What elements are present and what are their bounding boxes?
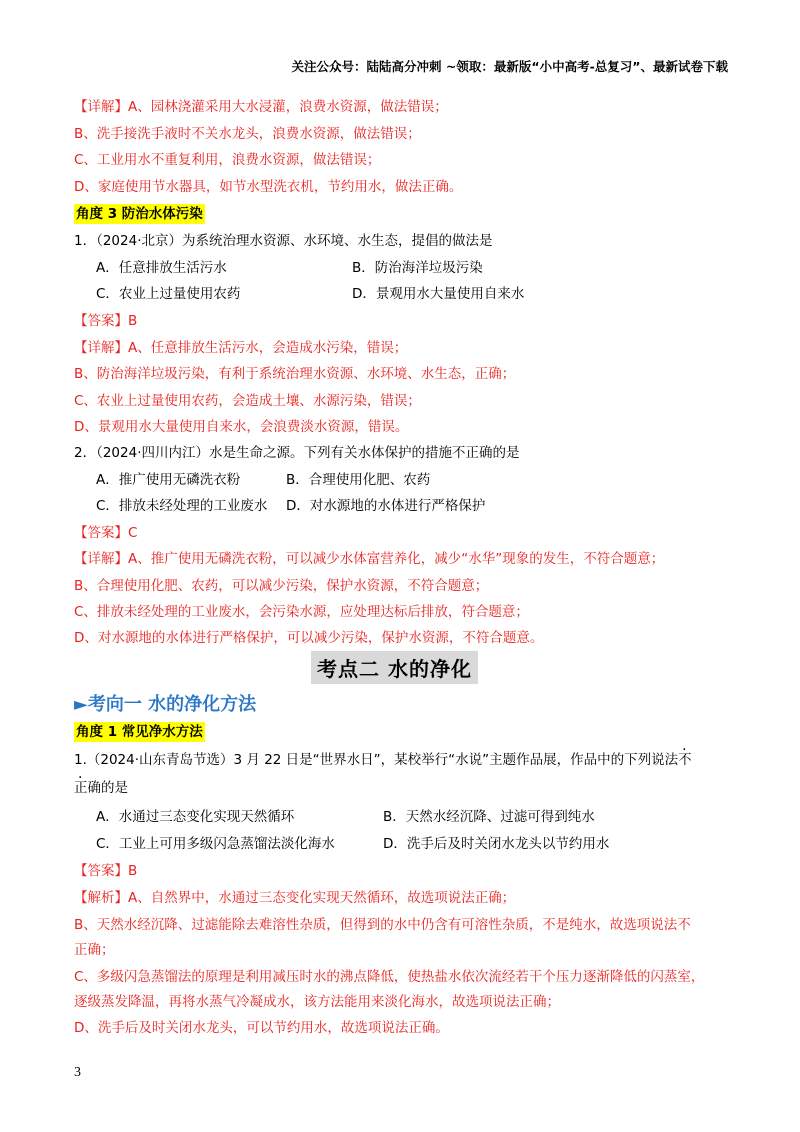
explanation-line: C、多级闪急蒸馏法的原理是利用减压时水的沸点降低，使热盐水依次流经若干个压力逐渐降低的闪蒸室， xyxy=(74,969,705,985)
option-a: A．水通过三态变化实现天然循环 xyxy=(96,809,295,825)
explanation-line: C、工业用水不重复利用，浪费水资源，做法错误； xyxy=(74,152,381,168)
explanation-line: B、天然水经沉降、过滤能除去难溶性杂质，但得到的水中仍含有可溶性杂质，不是纯水，故选项说法不 xyxy=(74,917,691,933)
explanation-line: D、洗手后及时关闭水龙头，可以节约用水，故选项说法正确。 xyxy=(74,1020,449,1036)
explanation-line: D、景观用水大量使用自来水，会浪费淡水资源，错误。 xyxy=(74,419,409,435)
explanation-line xyxy=(74,888,515,908)
explanation-tag: 【解析】 xyxy=(74,890,128,906)
option-d: D．景观用水大量使用自来水 xyxy=(352,286,525,302)
emphasis-text: 不 xyxy=(678,752,692,768)
question-stem-text: 1.（2024·山东青岛节选）3 月 22 日是“世界水日”，某校举行“水说”主题作品展，作品中的下列说法 xyxy=(74,752,679,768)
option-c: C．排放未经处理的工业废水 xyxy=(96,498,268,514)
option-b: B．防治海洋垃圾污染 xyxy=(352,260,483,276)
option-c: C．工业上可用多级闪急蒸馏法淡化海水 xyxy=(96,836,335,852)
explanation-text: A、园林浇灌采用大水浸灌，浪费水资源，做法错误； xyxy=(128,99,448,115)
explanation-tag: 【详解】 xyxy=(74,340,128,356)
option-c: C．农业上过量使用农药 xyxy=(96,286,241,302)
explanation-line xyxy=(74,338,407,358)
explanation-text: A、推广使用无磷洗衣粉，可以减少水体富营养化，减少“水华”现象的发生，不符合题意； xyxy=(128,551,665,567)
page-number: 3 xyxy=(74,1065,81,1080)
option-a: A．推广使用无磷洗衣粉 xyxy=(96,472,241,488)
page-header: 关注公众号：陆陆高分冲刺 ~领取：最新版“小中高考-总复习”、最新试卷下载 xyxy=(291,59,728,74)
question-stem: 1．（2024·北京）为系统治理水资源、水环境、水生态，提倡的做法是 xyxy=(74,233,493,249)
explanation-line: 正确； xyxy=(74,942,115,958)
angle-heading: 角度 3 防治水体污染 xyxy=(76,206,203,222)
option-b: B．合理使用化肥、农药 xyxy=(286,472,431,488)
question-stem-text: 的是 xyxy=(101,780,128,796)
question-stem xyxy=(74,778,128,798)
explanation-text: A、自然界中，水通过三态变化实现天然循环，故选项说法正确； xyxy=(128,890,516,906)
explanation-tag: 【详解】 xyxy=(74,551,128,567)
answer: 【答案】B xyxy=(74,313,138,329)
subsection-title: ►考向一 水的净化方法 xyxy=(74,694,257,715)
answer: 【答案】B xyxy=(74,863,138,879)
explanation-line: B、合理使用化肥、农药，可以减少污染，保护水资源，不符合题意； xyxy=(74,578,489,594)
option-b: B．天然水经沉降、过滤可得到纯水 xyxy=(383,809,595,825)
question-stem xyxy=(74,750,692,770)
option-a: A．任意排放生活污水 xyxy=(96,260,227,276)
option-d: D．对水源地的水体进行严格保护 xyxy=(286,498,486,514)
answer: 【答案】C xyxy=(74,525,138,541)
explanation-line: B、洗手接洗手液时不关水龙头，浪费水资源，做法错误； xyxy=(74,126,421,142)
explanation-text: A、任意排放生活污水，会造成水污染，错误； xyxy=(128,340,408,356)
section-title: 考点二 水的净化 xyxy=(311,651,478,684)
explanation-line: C、农业上过量使用农药，会造成土壤、水源污染，错误； xyxy=(74,393,421,409)
explanation-line: C、排放未经处理的工业废水，会污染水源，应处理达标后排放，符合题意； xyxy=(74,604,529,620)
emphasis-text: 正确 xyxy=(74,780,101,796)
explanation-line: D、家庭使用节水器具，如节水型洗衣机，节约用水，做法正确。 xyxy=(74,179,463,195)
angle-heading: 角度 1 常见净水方法 xyxy=(76,724,203,740)
option-d: D．洗手后及时关闭水龙头以节约用水 xyxy=(383,836,610,852)
explanation-tag: 【详解】 xyxy=(74,99,128,115)
explanation-line: 逐级蒸发降温，再将水蒸气冷凝成水，该方法能用来淡化海水，故选项说法正确； xyxy=(74,994,560,1010)
explanation-line xyxy=(74,97,448,117)
explanation-line: D、对水源地的水体进行严格保护，可以减少污染，保护水资源，不符合题意。 xyxy=(74,630,544,646)
question-stem: 2．（2024·四川内江）水是生命之源。下列有关水体保护的措施不正确的是 xyxy=(74,445,520,461)
explanation-line xyxy=(74,549,664,569)
explanation-line: B、防治海洋垃圾污染，有利于系统治理水资源、水环境、水生态，正确； xyxy=(74,366,516,382)
